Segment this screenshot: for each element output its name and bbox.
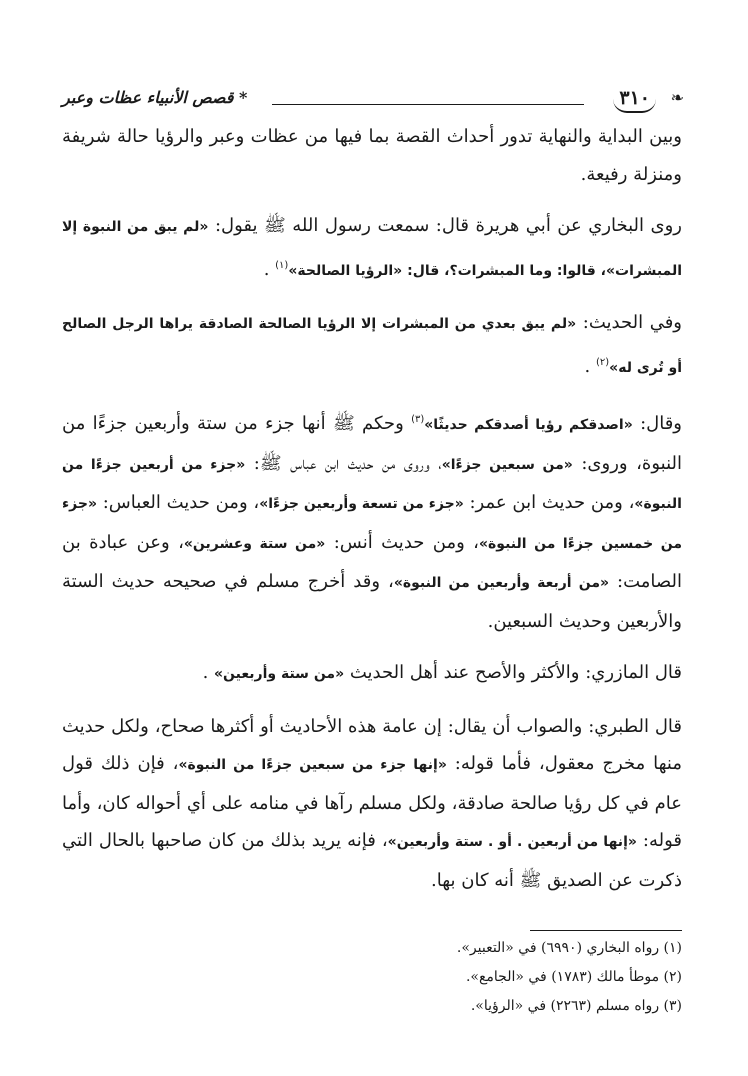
- body-text: ، ومن حديث ابن عمر:: [463, 492, 635, 513]
- body-text: ، وقد أخرج مسلم في صحيحه حديث الستة والأربعين وحديث السبعين.: [62, 571, 682, 632]
- hadith-quote: «جزء من أربعين جزءًا من النبوة»: [62, 456, 682, 512]
- body-text: روى البخاري عن أبي هريرة قال: سمعت رسول الله ﷺ يقول:: [208, 215, 683, 236]
- body-text: وفي الحديث:: [576, 312, 683, 333]
- page-header: [62, 82, 684, 118]
- hadith-quote: «إنها جزء من سبعين جزءًا من النبوة»: [178, 757, 447, 773]
- footnote-ref: (١): [275, 259, 289, 271]
- header-rule: [272, 104, 584, 105]
- hadith-quote: «من أربعة وأربعين من النبوة»: [393, 575, 610, 591]
- paragraph-6: [62, 708, 682, 900]
- hadith-quote: «من ستة وأربعين»: [214, 666, 345, 682]
- body-text: ، ومن حديث أنس:: [325, 531, 479, 553]
- ornament-icon: ❧: [670, 88, 684, 107]
- paragraph-4: [62, 401, 682, 640]
- hadith-quote: «جزء من تسعة وأربعين جزءًا»: [259, 496, 464, 512]
- paragraph-5: [62, 654, 682, 694]
- body-text: .: [202, 662, 215, 683]
- page-number: ٣١٠: [613, 85, 656, 113]
- footnote-2: (٢) موطأ مالك (١٧٨٣) في «الجامع».: [465, 969, 682, 985]
- paragraph-2: [62, 207, 682, 290]
- body-text: .: [584, 355, 596, 377]
- page-body: [62, 118, 682, 899]
- body-text: ، فإنه يريد بذلك من كان صاحبها بالحال التي ذكرت عن الصديق ﷺ أنه كان بها.: [62, 830, 682, 891]
- hadith-quote: «إنها من أربعين . أو . ستة وأربعين»: [387, 834, 637, 850]
- footnote-ref: (٣): [411, 414, 425, 425]
- body-text: ، فإن ذلك قول عام في كل رؤيا صالحة صادقة، ولكل مسلم رآها في منامه على أي أحواله كان، وأما قوله:: [62, 753, 682, 851]
- book-title: * قصص الأنبياء عظات وعبر: [62, 88, 248, 107]
- body-text: وقال:: [632, 413, 683, 434]
- paragraph-3: [62, 304, 682, 387]
- footnote-ref: (٢): [595, 356, 610, 368]
- hadith-quote: «من سبعين جزءًا»: [441, 456, 573, 473]
- hadith-quote: «لم يبق من النبوة إلا المبشرات»، قالوا: وما المبشرات؟، قال: «الرؤيا الصالحة»: [62, 219, 682, 279]
- body-text: .: [263, 258, 276, 280]
- footnote-3: (٣) رواه مسلم (٢٢٦٣) في «الرؤيا».: [470, 998, 682, 1014]
- footnotes: [82, 934, 682, 1021]
- hadith-quote: «جزء من خمسين جزءًا من النبوة»: [62, 496, 683, 552]
- body-text: ، وروى من حديث ابن عباس ﷺ:: [245, 452, 442, 474]
- footnote-divider: [530, 930, 682, 931]
- paragraph-1: [62, 118, 682, 193]
- body-text: ، وعن عبادة بن الصامت:: [62, 531, 682, 592]
- body-text: قال الطبري: والصواب أن يقال: إن عامة هذه الأحاديث أو أكثرها صحاح، ولكل حديث منها مخرج معقول، فأما قوله:: [62, 715, 682, 774]
- body-text: ، ومن حديث العباس:: [97, 492, 260, 513]
- hadith-quote: «من ستة وعشرين»: [183, 535, 326, 552]
- body-text: وبين البداية والنهاية تدور أحداث القصة بما فيها من عظات وعبر والرؤيا حالة شريفة ومنزلة رفيعة.: [62, 126, 682, 185]
- footnote-1: (١) رواه البخاري (٦٩٩٠) في «التعبير».: [456, 940, 682, 956]
- body-text: قال المازري: والأكثر والأصح عند أهل الحديث: [344, 662, 682, 683]
- hadith-quote: «لم يبق بعدي من المبشرات إلا الرؤيا الصالحة الصادقة يراها الرجل الصالح أو تُرى له»: [62, 316, 682, 376]
- body-text: وحكم ﷺ أنها جزء من ستة وأربعين جزءًا من النبوة، وروى:: [62, 413, 683, 474]
- hadith-quote: «اصدقكم رؤيا أصدقكم حديثًا»: [424, 417, 633, 433]
